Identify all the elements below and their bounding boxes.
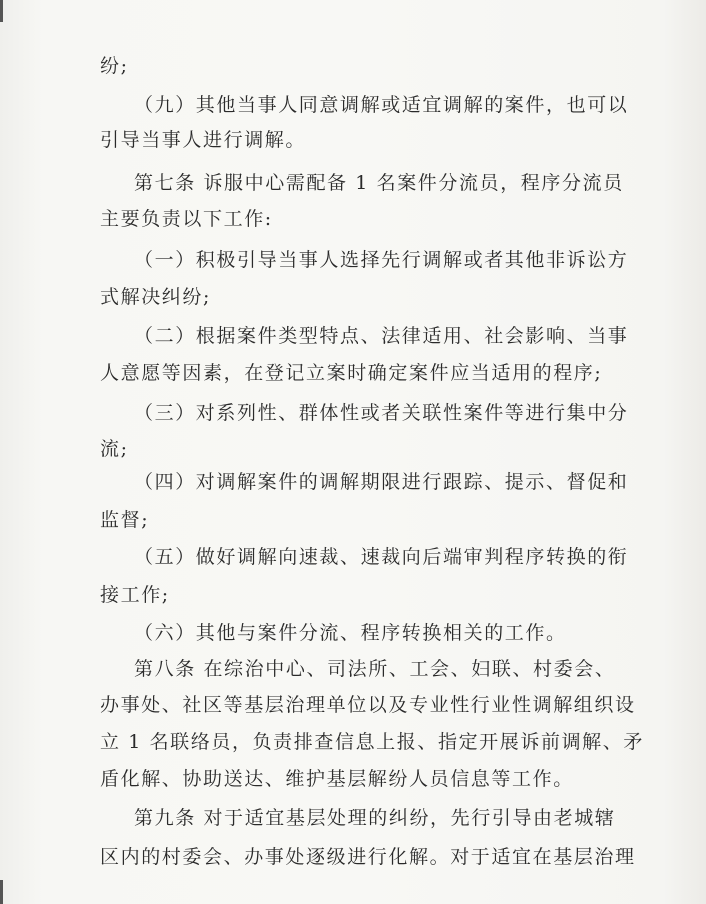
line-text: 主要负责以下工作: xyxy=(100,208,273,230)
text-line xyxy=(0,245,706,275)
line-text: 盾化解、协助送达、维护基层解纷人员信息等工作。 xyxy=(100,768,574,790)
text-line xyxy=(0,168,706,198)
text-line xyxy=(0,803,706,833)
text-line xyxy=(0,282,706,312)
line-text: 立 1 名联络员，负责排查信息上报、指定开展诉前调解、矛 xyxy=(100,731,644,753)
line-text: （一）积极引导当事人选择先行调解或者其他非诉讼方 xyxy=(134,249,629,271)
line-text: 式解决纠纷; xyxy=(100,286,212,308)
line-text: 区内的村委会、办事处逐级进行化解。对于适宜在基层治理 xyxy=(100,846,636,868)
text-line xyxy=(0,398,706,428)
text-line xyxy=(0,204,706,234)
text-line xyxy=(0,358,706,388)
line-text: （五）做好调解向速裁、速裁向后端审判程序转换的衔 xyxy=(134,546,629,568)
text-line xyxy=(0,321,706,351)
text-line xyxy=(0,764,706,794)
text-line xyxy=(0,727,706,757)
text-line xyxy=(0,90,706,120)
text-line xyxy=(0,690,706,720)
line-text: 流; xyxy=(100,438,129,460)
line-text: （三）对系列性、群体性或者关联性案件等进行集中分 xyxy=(134,402,629,424)
text-line xyxy=(0,618,706,648)
text-line xyxy=(0,505,706,535)
text-line xyxy=(0,654,706,684)
line-text: 第七条 诉服中心需配备 1 名案件分流员，程序分流员 xyxy=(134,172,624,194)
left-edge-mark xyxy=(0,0,3,22)
line-text: （九）其他当事人同意调解或适宜调解的案件，也可以 xyxy=(134,94,629,116)
line-text: 第八条 在综治中心、司法所、工会、妇联、村委会、 xyxy=(134,658,616,680)
line-text: 接工作; xyxy=(100,584,170,606)
line-text: 第九条 对于适宜基层处理的纠纷，先行引导由老城辖 xyxy=(134,807,616,829)
text-line xyxy=(0,51,706,81)
text-line xyxy=(0,467,706,497)
line-text: （四）对调解案件的调解期限进行跟踪、提示、督促和 xyxy=(134,471,629,493)
line-text: （六）其他与案件分流、程序转换相关的工作。 xyxy=(134,622,567,644)
left-edge-mark xyxy=(0,880,3,904)
text-line xyxy=(0,542,706,572)
line-text: 引导当事人进行调解。 xyxy=(100,129,307,151)
text-line xyxy=(0,125,706,155)
line-text: 监督; xyxy=(100,509,150,531)
line-text: 人意愿等因素，在登记立案时确定案件应当适用的程序; xyxy=(100,362,603,384)
text-line xyxy=(0,842,706,872)
line-text: 纷; xyxy=(100,55,129,77)
line-text: 办事处、社区等基层治理单位以及专业性行业性调解组织设 xyxy=(100,694,636,716)
line-text: （二）根据案件类型特点、法律适用、社会影响、当事 xyxy=(134,325,629,347)
text-line xyxy=(0,580,706,610)
text-line xyxy=(0,434,706,464)
